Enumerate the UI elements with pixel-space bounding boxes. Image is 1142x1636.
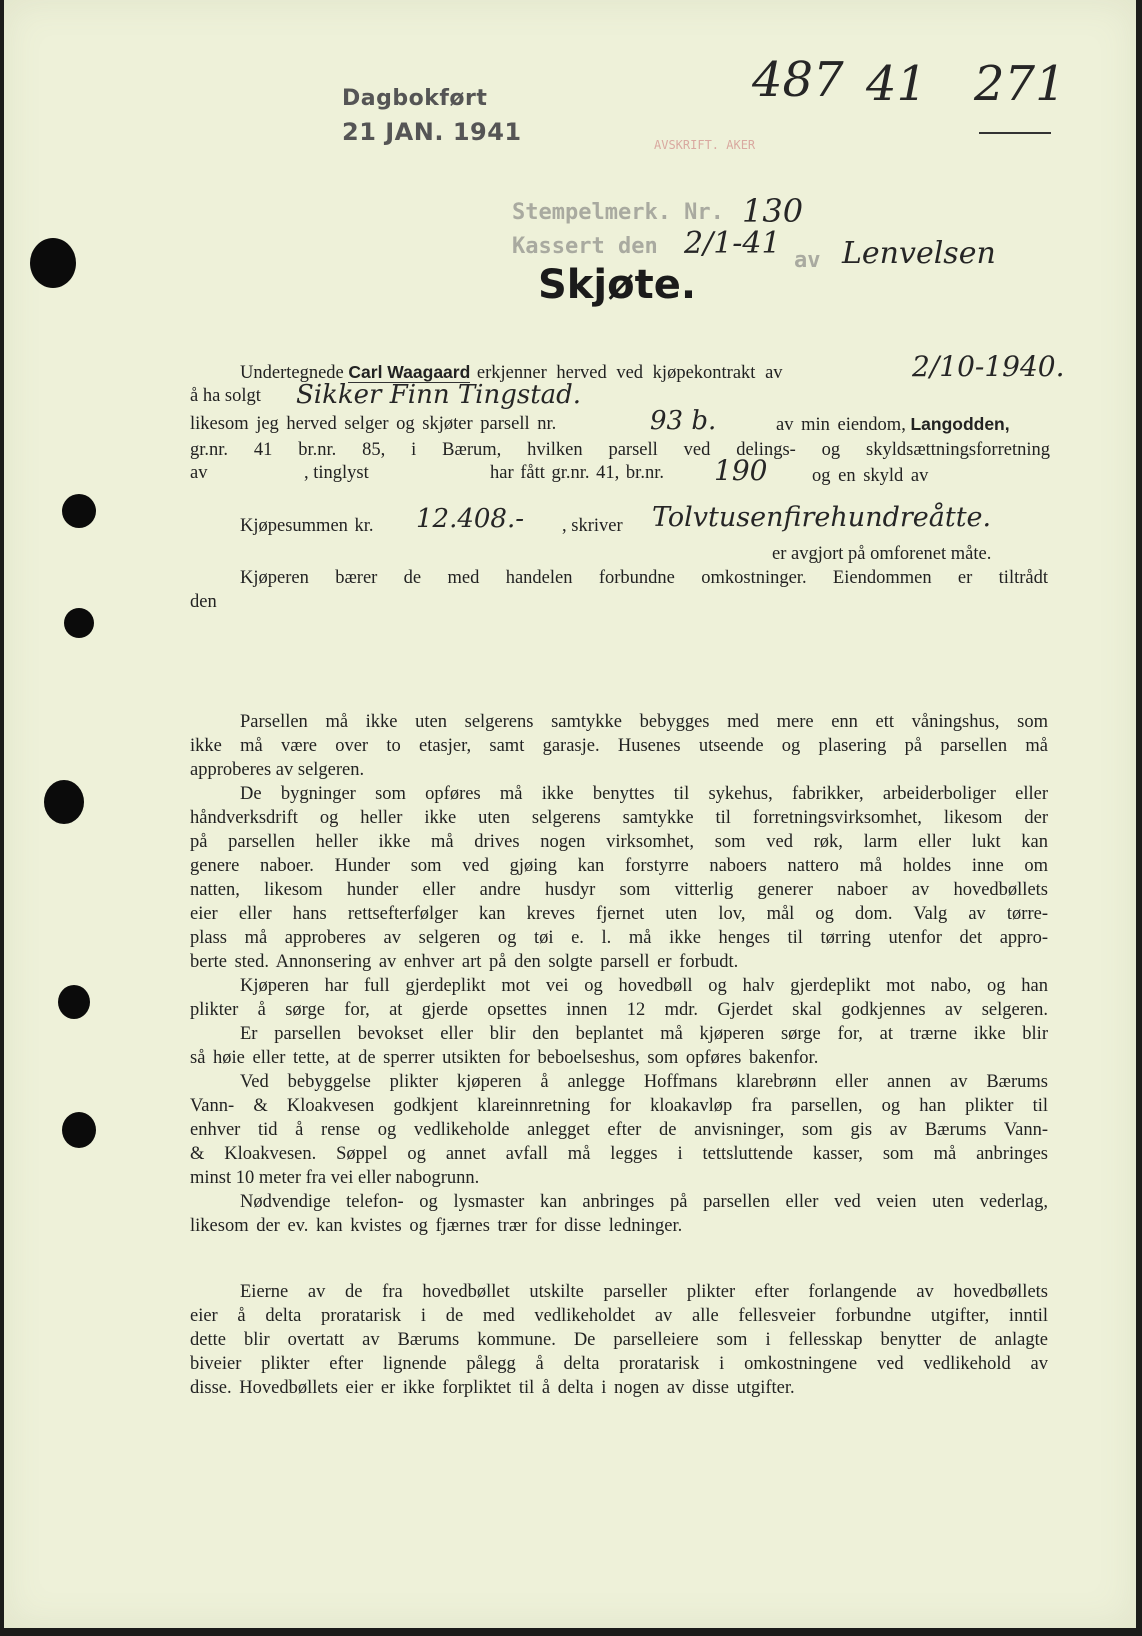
punch-hole: [58, 985, 90, 1019]
clause-line: De bygninger som opføres må ikke benyttes til sykehus, fabrikker, arbeiderboliger eller: [240, 784, 1048, 804]
clause-line: håndverksdrift og heller ikke uten selgerens samtykke til forretningsvirksomhet, likesom der: [190, 808, 1048, 828]
kassert-signature: Lenvelsen: [842, 236, 996, 271]
intro-line-5-av: av: [190, 463, 208, 483]
stempelmerke-number: 130: [742, 192, 804, 230]
clause-line: approberes av selgeren.: [190, 760, 365, 780]
intro-line-3-text: likesom jeg herved selger og skjøter parsell nr.: [190, 414, 557, 434]
intro-estate-pre: av min eiendom,: [776, 415, 906, 435]
br-nr-value: 190: [714, 454, 768, 487]
clause-line: Kjøperen har full gjerdeplikt mot vei og hovedbøll og halv gjerdeplikt mot nabo, og han: [240, 976, 1048, 996]
contract-date: 2/10-1940.: [912, 350, 1065, 383]
intro-line-2-text: å ha solgt: [190, 386, 261, 406]
kassert-label: Kassert den: [512, 234, 658, 259]
punch-hole: [30, 238, 76, 288]
intro-line-3: [190, 414, 556, 435]
buyer-name: Sikker Finn Tingstad.: [296, 380, 582, 410]
clause-line: enhver tid å rense og vedlikeholde anlegget efter de anvisninger, som gis av Bærums Vann-: [190, 1120, 1048, 1140]
clause-line: & Kloakvesen. Søppel og annet avfall må legges i tettsluttende kasser, som må anbringes: [190, 1144, 1048, 1164]
kjop-amount: 12.408.-: [416, 504, 525, 534]
folio-underline: [979, 132, 1051, 134]
intro-line-4: gr.nr. 41 br.nr. 85, i Bærum, hvilken parsell ved delings- og skyldsættningsforretning: [190, 440, 1050, 460]
intro-line-5-tinglyst: , tinglyst: [304, 463, 369, 483]
kjop-skriver: , skriver: [562, 516, 623, 536]
kjop-line-3: Kjøperen bærer de med handelen forbundne omkostninger. Eiendommen er tiltrådt: [240, 568, 1048, 588]
punch-hole: [62, 1112, 96, 1148]
intro-line-2: [190, 386, 261, 407]
parsell-number: 93 b.: [650, 406, 717, 436]
kjop-words: Tolvtusenfirehundreåtte.: [652, 502, 992, 533]
clause-line: Vann- & Kloakvesen godkjent klareinnretning for kloakavløp fra parsellen, og han plikter til: [190, 1096, 1048, 1116]
folio-number-c: 271: [974, 56, 1066, 112]
kjop-pre: Kjøpesummen kr.: [240, 516, 374, 536]
intro-post: erkjenner herved ved kjøpekontrakt av: [476, 363, 783, 383]
clause-line: genere naboer. Hunder som ved gjøing kan forstyrre naboers nattero må holdes inne om: [190, 856, 1048, 876]
clause-line: minst 10 meter fra vei eller nabogrunn.: [190, 1168, 480, 1188]
kjop-line-2: er avgjort på omforenet måte.: [772, 544, 992, 564]
final-line: eier å delta proratarisk i de med vedlikeholdet av alle fellesveier forbundne utgifter, inntil: [190, 1306, 1048, 1326]
folio-number-a: 487: [752, 52, 844, 108]
final-line: disse. Hovedbøllets eier er ikke forpliktet til å delta i nogen av disse utgifter.: [190, 1378, 795, 1398]
clause-line: ikke må være over to etasjer, samt garasje. Husenes utseende og plasering på parsellen må: [190, 736, 1048, 756]
punch-hole: [44, 780, 84, 824]
kassert-date: 2/1-41: [684, 226, 781, 261]
final-line: Eierne av de fra hovedbøllet utskilte parseller plikter efter forlangende av hovedbøllets: [240, 1282, 1048, 1302]
clause-line: på parsellen heller ikke må drives nogen virksomhet, som ved røk, larm eller lukt kan: [190, 832, 1048, 852]
clause-line: så høie eller tette, at de sperrer utsikten for beboelseshus, som opføres bakenfor.: [190, 1048, 819, 1068]
folio-number-b: 41: [866, 56, 928, 112]
clause-line: likesom der ev. kan kvistes og fjærnes trær for disse ledninger.: [190, 1216, 683, 1236]
dagbokfort-stamp-label: Dagbokført: [342, 86, 488, 111]
stempelmerke-label: Stempelmerk. Nr.: [512, 200, 724, 225]
clause-line: Ved bebyggelse plikter kjøperen å anlegge Hoffmans klarebrønn eller annen av Bærums: [240, 1072, 1048, 1092]
intro-pre: Undertegnede: [240, 363, 344, 383]
clause-line: natten, likesom hunder eller andre husdyr som vitterlig generer naboer av hovedbøllets: [190, 880, 1048, 900]
clause-line: berte sted. Annonsering av enhver art på den solgte parsell er forbudt.: [190, 952, 739, 972]
intro-line-5-skyld: og en skyld av: [812, 466, 929, 486]
clause-line: Parsellen må ikke uten selgerens samtykke bebygges med mere enn ett våningshus, som: [240, 712, 1048, 732]
red-stamp: AVSKRIFT. AKER: [654, 138, 756, 152]
final-line: dette blir overtatt av Bærums kommune. De parselleiere som i fellesskap benytter de anlagte: [190, 1330, 1048, 1350]
intro-line-3-estate: [776, 414, 1010, 436]
dagbokfort-stamp-date: 21 JAN. 1941: [342, 118, 522, 146]
clause-line: plass må approberes av selgeren og tøi e. l. må ikke henges til tørring utenfor det appro-: [190, 928, 1048, 948]
intro-line-5-fatt: har fått gr.nr. 41, br.nr.: [490, 463, 664, 483]
seller-name: Carl Waagaard: [348, 362, 471, 382]
kjop-line-4: den: [190, 592, 217, 612]
punch-hole: [64, 608, 94, 638]
kassert-av: av: [794, 248, 821, 273]
document-title: Skjøte.: [538, 262, 697, 308]
estate-name: Langodden,: [910, 414, 1010, 434]
document-page: [4, 0, 1136, 1628]
clause-line: plikter å sørge for, at gjerde opsettes innen 12 mdr. Gjerdet skal godkjennes av selgeren.: [190, 1000, 1048, 1020]
final-line: biveier plikter efter lignende pålegg å delta proratarisk i omkostningene ved vedlikehold av: [190, 1354, 1048, 1374]
clause-line: Nødvendige telefon- og lysmaster kan anbringes på parsellen eller ved veien uten vederlag,: [240, 1192, 1048, 1212]
clause-line: Er parsellen bevokset eller blir den beplantet må kjøperen sørge for, at trærne ikke blir: [240, 1024, 1048, 1044]
punch-hole: [62, 494, 96, 528]
clause-line: eier eller hans rettsefterfølger kan kreves fjernet uten lov, mål og dom. Valg av tørre-: [190, 904, 1048, 924]
